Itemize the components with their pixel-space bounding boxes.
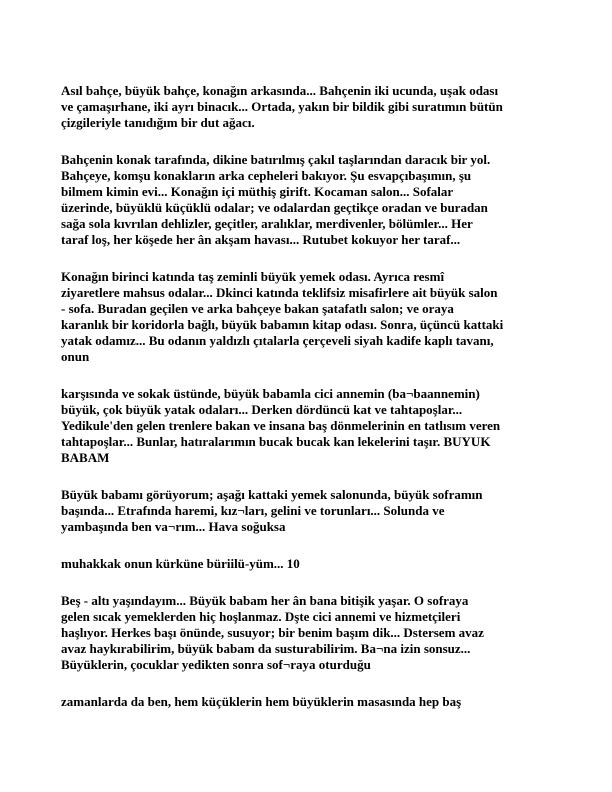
- text-line: Beş - altı yaşındayım... Büyük babam her ân bana bitişik yaşar. O sofraya: [61, 593, 469, 608]
- paragraph: [61, 269, 561, 365]
- text-line: Asıl bahçe, büyük bahçe, konağın arkasında... Bahçenin iki ucunda, uşak odası: [61, 83, 499, 98]
- text-line: zamanlarda da ben, hem küçüklerin hem büyüklerin masasında hep baş: [61, 694, 462, 709]
- text-line: ve çamaşırhane, iki ayrı binacık... Ortada, yakın bir bildik gibi suratımın bütün: [61, 99, 503, 114]
- text-line: Bahçenin konak tarafında, dikine batırılmış çakıl taşlarından daracık bir yol.: [61, 152, 491, 167]
- text-line: Büyük babamı görüyorum; aşağı kattaki yemek salonunda, büyük soframın: [61, 487, 483, 502]
- text-line: sağa sola kıvrılan dehlizler, geçitler, aralıklar, merdivenler, bölümler... Her: [61, 216, 473, 231]
- paragraph: [61, 694, 561, 710]
- text-line: bilmem kimin evi... Konağın içi müthiş girift. Kocaman salon... Sofalar: [61, 184, 454, 199]
- text-block: [61, 83, 561, 731]
- text-line: - sofa. Buradan geçilen ve arka bahçeye bakan şatafatlı salon; ve oraya: [61, 301, 454, 316]
- text-line: Büyüklerin, çocuklar yedikten sonra sof¬raya oturduğu: [61, 657, 371, 672]
- paragraph: [61, 487, 561, 535]
- paragraph: [61, 386, 561, 466]
- text-line: avaz haykırabilirim, büyük babam da susturabilirim. Ba¬na izin sonsuz...: [61, 641, 471, 656]
- text-line: taraf loş, her köşede her ân akşam havası... Rutubet kokuyor her taraf...: [61, 232, 461, 247]
- text-line: üzerinde, büyüklü küçüklü odalar; ve odalardan geçtikçe oradan ve buradan: [61, 200, 488, 215]
- text-line: Yedikule'den gelen trenlere bakan ve insana baş dönmelerinin en tatlısım veren: [61, 418, 501, 433]
- text-line: ziyaretlere mahsus odalar... Dkinci katında teklifsiz misafirlere ait büyük salon: [61, 285, 498, 300]
- text-line: büyük, çok büyük yatak odaları... Derken dördüncü kat ve tahtapoşlar...: [61, 402, 463, 417]
- paragraph: [61, 152, 561, 248]
- text-line: gelen sıcak yemeklerden hiç hoşlanmaz. Dşte cici annemi ve hizmetçileri: [61, 609, 461, 624]
- text-line: karanlık bir koridorla bağlı, büyük babamın kitap odası. Sonra, üçüncü kattaki: [61, 317, 504, 332]
- text-line: karşısında ve sokak üstünde, büyük babamla cici annemin (ba¬baannemin): [61, 386, 480, 401]
- text-line: tahtapoşlar... Bunlar, hatıralarımın bucak bucak kan lekelerini taşır. BUYUK: [61, 434, 491, 449]
- text-line: BABAM: [61, 450, 110, 465]
- text-line: Konağın birinci katında taş zeminli büyük yemek odası. Ayrıca resmî: [61, 269, 445, 284]
- paragraph: [61, 556, 561, 572]
- text-line: yambaşında ben va¬rım... Hava soğuksa: [61, 519, 286, 534]
- paragraph: [61, 83, 561, 131]
- paragraph: [61, 593, 561, 673]
- text-line: çizgileriyle tanıdığım bir dut ağacı.: [61, 115, 255, 130]
- text-line: başında... Etrafında haremi, kız¬ları, gelini ve torunları... Solunda ve: [61, 503, 445, 518]
- text-line: yatak odamız... Bu odanın yaldızlı çıtalarla çerçeveli siyah kadife kaplı tavanı,: [61, 333, 494, 348]
- text-line: muhakkak onun kürküne büriilü-yüm... 10: [61, 556, 300, 571]
- text-line: Bahçeye, komşu konakların arka cepheleri bakıyor. Şu esvapçıbaşımın, şu: [61, 168, 472, 183]
- text-line: haşlıyor. Herkes başı önünde, susuyor; bir benim başım dik... Dstersem avaz: [61, 625, 484, 640]
- text-line: onun: [61, 349, 90, 364]
